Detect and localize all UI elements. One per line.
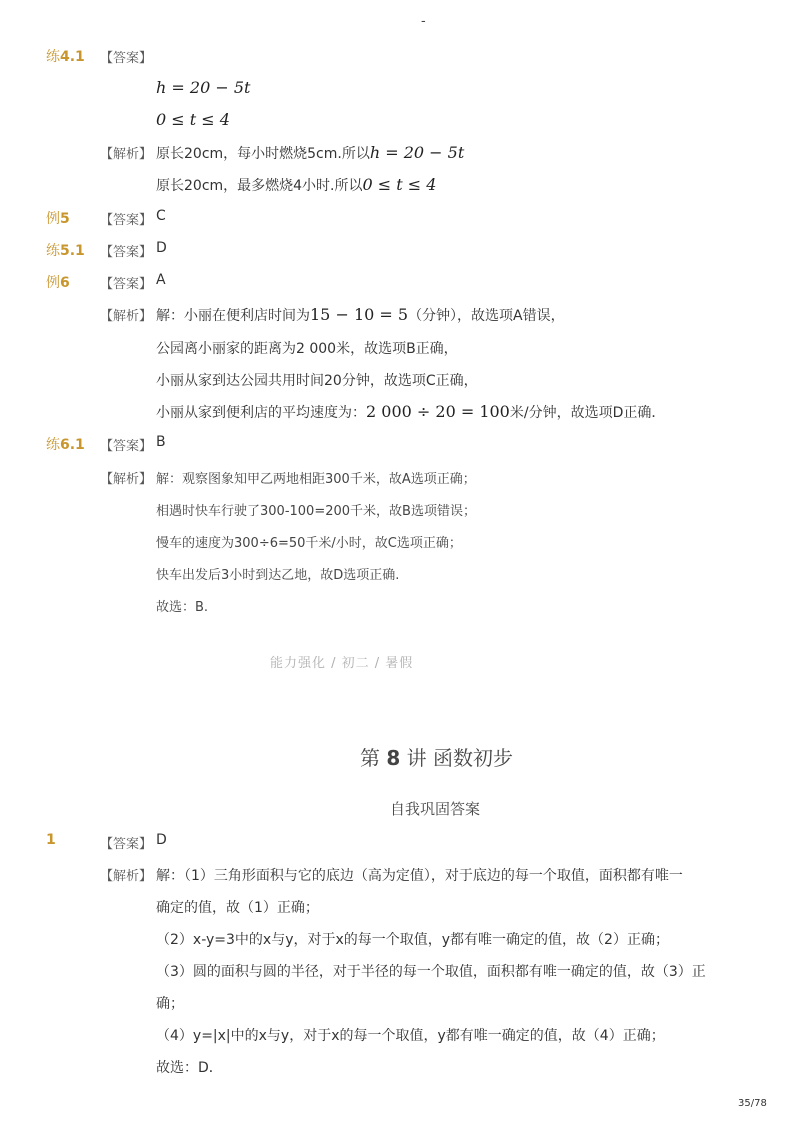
item-number: 5 — [60, 211, 70, 227]
analysis-line-3: 小丽从家到达公园共用时间20分钟，故选项C正确， — [156, 373, 478, 389]
analysis-tag: 【解析】 — [100, 309, 153, 324]
chapter-prefix: 第 — [360, 746, 380, 770]
answer-formula-1: h = 20 − 5t — [156, 78, 251, 97]
item-prefix: 练 — [46, 49, 60, 65]
item-prefix: 练 — [46, 243, 60, 259]
item-label-li-6 — [46, 272, 70, 292]
analysis-line-2: 确定的值，故（1）正确； — [156, 900, 319, 916]
analysis-line-5: 确； — [156, 996, 184, 1012]
page-number: 35/78 — [738, 1098, 767, 1109]
answer-value: C — [156, 208, 166, 224]
answer-tag: 【答案】 — [100, 213, 153, 228]
chapter-title — [360, 742, 513, 771]
chapter-name: 讲 函数初步 — [406, 746, 513, 770]
analysis-formula: 2 000 ÷ 20 = 100 — [366, 402, 510, 421]
analysis-line-4: 快车出发后3小时到达乙地，故D选项正确. — [156, 568, 400, 583]
item-number: 6 — [60, 275, 70, 291]
item-number: 6.1 — [60, 437, 85, 453]
question-number: 1 — [46, 832, 56, 848]
answer-value: B — [156, 434, 166, 450]
analysis-formula: 15 − 10 = 5 — [310, 305, 409, 324]
analysis-line-5: 故选：B. — [156, 600, 209, 615]
analysis-line-2: 相遇时快车行驶了300-100=200千米，故B选项错误； — [156, 504, 476, 519]
answer-value: A — [156, 272, 166, 288]
item-label-lian-6-1 — [46, 434, 85, 454]
analysis-text: （分钟），故选项A错误， — [408, 308, 565, 324]
analysis-tag: 【解析】 — [100, 472, 153, 487]
analysis-line-2: 公园离小丽家的距离为2 000米，故选项B正确， — [156, 341, 458, 357]
analysis-line-4 — [156, 402, 665, 422]
item-number: 5.1 — [60, 243, 85, 259]
header-mark: - — [421, 14, 426, 29]
analysis-line-7: 故选：D． — [156, 1060, 223, 1076]
analysis-line-4: （3）圆的面积与圆的半径，对于半径的每一个取值，面积都有唯一确定的值，故（3）正 — [156, 964, 706, 980]
answer-tag: 【答案】 — [100, 277, 153, 292]
analysis-line-1 — [156, 305, 565, 325]
answer-value: D — [156, 832, 167, 848]
item-label-lian-5-1 — [46, 240, 85, 260]
analysis-text: 米/分钟，故选项D正确． — [509, 405, 666, 421]
analysis-formula: h = 20 − 5t — [369, 143, 465, 162]
item-number: 4.1 — [60, 49, 85, 65]
analysis-formula: 0 ≤ t ≤ 4 — [362, 175, 437, 194]
analysis-line-3: 慢车的速度为300÷6=50千米/小时，故C选项正确； — [156, 536, 462, 551]
answer-tag: 【答案】 — [100, 439, 153, 454]
section-title: 自我巩固答案 — [390, 800, 481, 818]
chapter-number: 8 — [386, 746, 401, 770]
item-label-li-5 — [46, 208, 70, 228]
analysis-text: 小丽从家到便利店的平均速度为： — [156, 405, 366, 421]
answer-value: D — [156, 240, 167, 256]
analysis-tag: 【解析】 — [100, 147, 153, 162]
analysis-line-1: 解：（1）三角形面积与它的底边（高为定值），对于底边的每一个取值，面积都有唯一 — [156, 868, 683, 884]
analysis-tag: 【解析】 — [100, 869, 153, 884]
analysis-text: 解：小丽在便利店时间为 — [156, 308, 310, 324]
analysis-line-1: 解：观察图象知甲乙两地相距300千米，故A选项正确； — [156, 472, 476, 487]
item-prefix: 例 — [46, 275, 60, 291]
answer-formula-2: 0 ≤ t ≤ 4 — [156, 110, 230, 129]
analysis-line-2 — [156, 175, 436, 195]
answer-tag: 【答案】 — [100, 837, 153, 852]
answer-tag: 【答案】 — [100, 245, 153, 260]
answer-tag: 【答案】 — [100, 51, 153, 66]
analysis-line-1 — [156, 143, 464, 163]
item-prefix: 练 — [46, 437, 60, 453]
item-prefix: 例 — [46, 211, 60, 227]
item-label-lian-4-1 — [46, 46, 85, 66]
analysis-text: 原长20cm，最多燃烧4小时.所以 — [156, 178, 363, 194]
analysis-line-6: （4）y=|x|中的x与y，对于x的每一个取值，y都有唯一确定的值，故（4）正确； — [156, 1028, 665, 1044]
analysis-line-3: （2）x-y=3中的x与y，对于x的每一个取值，y都有唯一确定的值，故（2）正确； — [156, 932, 669, 948]
analysis-text: 原长20cm，每小时燃烧5cm.所以 — [156, 146, 370, 162]
page-footer-breadcrumb: 能力强化 / 初二 / 暑假 — [270, 656, 414, 671]
